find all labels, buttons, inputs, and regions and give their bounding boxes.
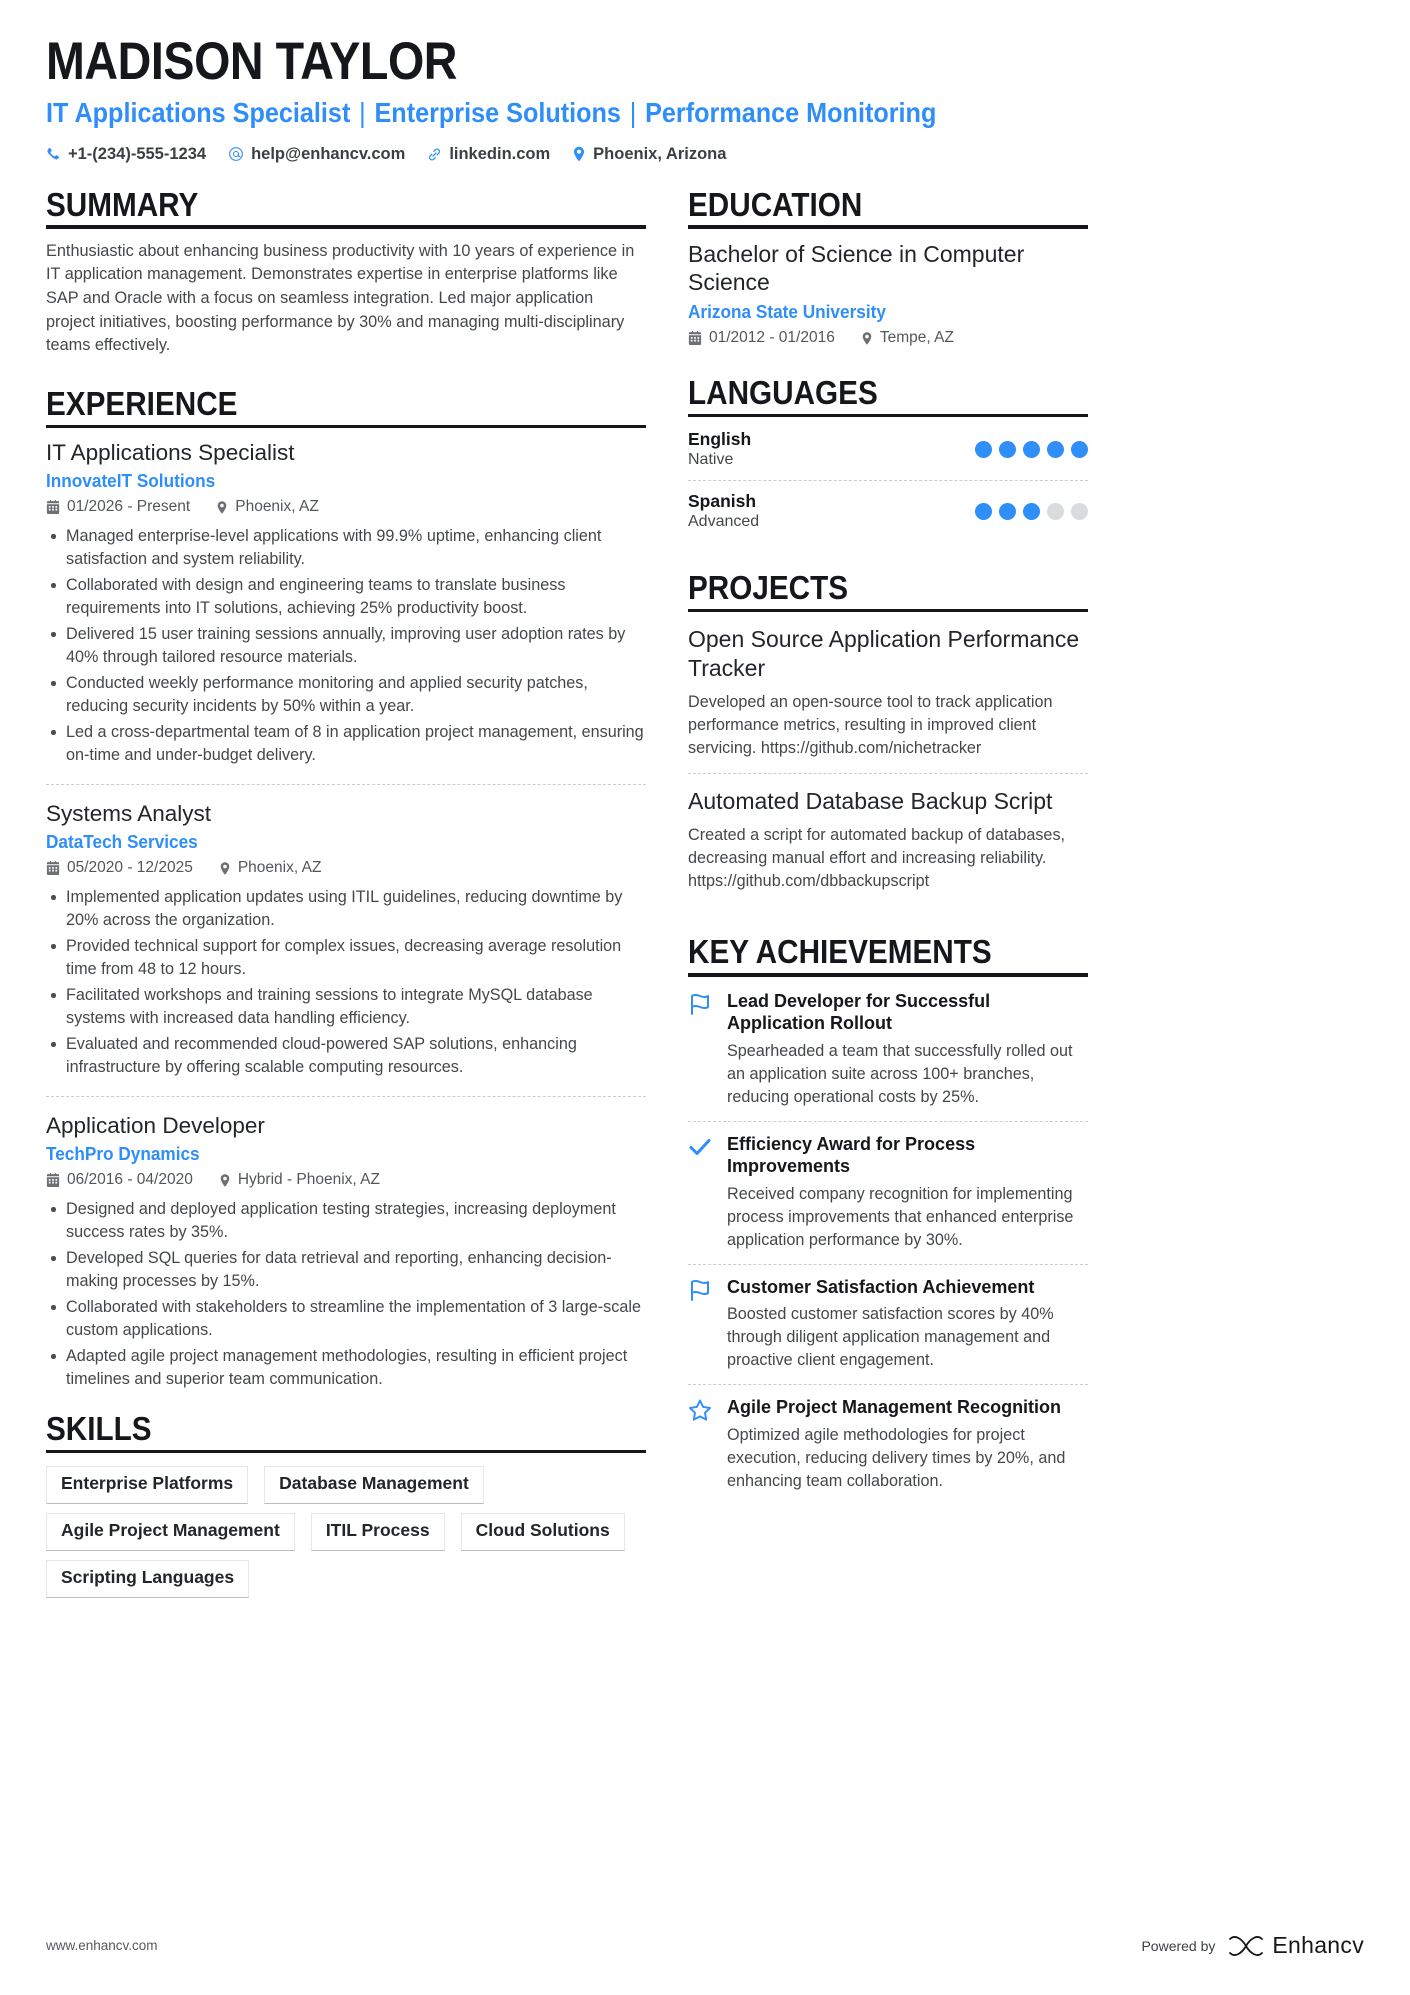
phone-icon (46, 147, 61, 162)
contact-link-text: linkedin.com (449, 144, 551, 163)
rating-dot (1023, 441, 1040, 458)
job-title: Systems Analyst (46, 801, 212, 827)
tagline-separator: | (622, 97, 644, 129)
location-pin-icon (572, 146, 586, 162)
language-item (688, 480, 1088, 542)
rating-dot (1023, 503, 1040, 520)
section-projects (688, 571, 1088, 906)
contact-email-text: help@enhancv.com (251, 144, 406, 163)
resume-header (46, 34, 1364, 164)
rating-dot (975, 503, 992, 520)
language-item (688, 419, 1088, 480)
section-rule (46, 1450, 646, 1453)
education-item (688, 240, 1088, 348)
project-item (688, 773, 1088, 906)
flag-icon (688, 990, 714, 1109)
rating-dot (999, 503, 1016, 520)
flag-icon (688, 1276, 714, 1373)
project-title: Open Source Application Performance Tracker (688, 626, 1080, 682)
education-location (861, 329, 954, 347)
job-bullet: Implemented application updates using ITIL guidelines, reducing downtime by 20% across the organization. (46, 886, 646, 932)
language-name: Spanish (688, 491, 757, 512)
achievement-body (727, 1276, 1088, 1373)
language-rating-dots (975, 503, 1088, 520)
rating-dot (1047, 441, 1064, 458)
job-location-text: Phoenix, AZ (237, 859, 322, 877)
job-title: Application Developer (46, 1113, 265, 1139)
job-bullets (46, 886, 646, 1079)
job-bullet: Developed SQL queries for data retrieval and reporting, enhancing decision-making processes by 15%. (46, 1247, 646, 1293)
language-level: Native (688, 451, 734, 469)
job-bullet: Collaborated with design and engineering teams to translate business requirements into IT solutions, achieving 25% productivity boost. (46, 574, 646, 620)
contact-location-text: Phoenix, Arizona (593, 144, 727, 163)
footer-website[interactable]: www.enhancv.com (46, 1938, 158, 1953)
achievement-item (688, 1121, 1088, 1264)
project-item (688, 623, 1088, 773)
education-location-text: Tempe, AZ (879, 329, 954, 347)
contact-phone[interactable] (46, 145, 206, 164)
contact-row (46, 145, 1364, 164)
enhancv-logo[interactable] (1228, 1932, 1364, 1959)
job-dates (46, 859, 193, 877)
achievement-title: Lead Developer for Successful Application Rollout (727, 990, 991, 1034)
skill-tag[interactable]: Agile Project Management (46, 1513, 295, 1551)
section-title-skills: SKILLS (46, 1410, 152, 1448)
calendar-icon (46, 500, 60, 514)
enhancv-mark-icon (1228, 1933, 1264, 1959)
experience-item (46, 784, 646, 1096)
job-dates (46, 498, 190, 516)
contact-location[interactable] (572, 145, 726, 164)
language-name: English (688, 429, 752, 450)
skill-tag[interactable]: Cloud Solutions (461, 1513, 625, 1551)
calendar-icon (688, 331, 702, 345)
rating-dot (975, 441, 992, 458)
job-location-text: Phoenix, AZ (235, 498, 319, 516)
job-bullet: Designed and deployed application testing strategies, increasing deployment success rates by 35%. (46, 1198, 646, 1244)
section-skills (46, 1412, 646, 1598)
job-bullet: Collaborated with stakeholders to streamline the implementation of 3 large-scale custom applications. (46, 1296, 646, 1342)
job-meta (46, 1171, 646, 1189)
experience-item (46, 1096, 646, 1408)
job-meta (46, 859, 646, 877)
section-title-languages: LANGUAGES (688, 374, 878, 412)
achievement-item (688, 1384, 1088, 1505)
section-rule (688, 973, 1088, 976)
achievement-body (727, 1133, 1088, 1252)
education-school[interactable]: Arizona State University (688, 301, 886, 323)
section-rule (688, 414, 1088, 417)
section-title-experience: EXPERIENCE (46, 384, 238, 422)
achievement-description: Received company recognition for implementing process improvements that enhanced enterprise application performance by 30%. (727, 1184, 1074, 1249)
section-title-projects: PROJECTS (688, 569, 849, 607)
check-icon (688, 1133, 714, 1252)
section-title-education: EDUCATION (688, 185, 863, 223)
location-pin-icon (219, 861, 231, 876)
section-title-summary: SUMMARY (46, 185, 199, 223)
tagline-part-2: Enterprise Solutions (374, 97, 621, 129)
job-location (219, 1171, 380, 1189)
job-dates-text: 01/2026 - Present (67, 498, 191, 516)
job-bullet: Adapted agile project management methodologies, resulting in efficient project timelines and superior team communication. (46, 1345, 646, 1391)
email-at-icon (228, 146, 244, 162)
job-company[interactable]: InnovateIT Solutions (46, 470, 216, 492)
rating-dot (1071, 503, 1088, 520)
skill-tag[interactable]: Scripting Languages (46, 1560, 249, 1598)
rating-dot (999, 441, 1016, 458)
summary-text: Enthusiastic about enhancing business productivity with 10 years of experience in IT application management. Demonstrates expertise in enterprise platforms like SAP and Oracle with a focus on seamless integration. Led major application project initiatives, boosting performance by 30% and managing multi-disciplinary teams effectively. (46, 241, 635, 355)
achievement-description: Boosted customer satisfaction scores by 40% through diligent application management and proactive client engagement. (727, 1305, 1054, 1370)
section-rule (46, 225, 646, 228)
right-column (688, 185, 1088, 1509)
job-bullets (46, 525, 646, 767)
job-dates-text: 05/2020 - 12/2025 (67, 859, 193, 877)
calendar-icon (46, 861, 60, 875)
job-location (216, 498, 319, 516)
job-company[interactable]: DataTech Services (46, 831, 198, 853)
job-bullet: Conducted weekly performance monitoring and applied security patches, reducing security incidents by 50% within a year. (46, 672, 646, 718)
contact-phone-text: +1-(234)-555-1234 (68, 144, 207, 163)
tagline-part-1: IT Applications Specialist (46, 97, 351, 129)
project-title: Automated Database Backup Script (688, 788, 1053, 815)
achievement-description: Spearheaded a team that successfully rolled out an application suite across 100+ branches, reducing operational costs by 25%. (727, 1041, 1073, 1106)
education-meta (688, 329, 1088, 347)
star-icon (688, 1396, 714, 1493)
rating-dot (1071, 441, 1088, 458)
job-bullet: Led a cross-departmental team of 8 in application project management, ensuring on-time and under-budget delivery. (46, 721, 646, 767)
job-title: IT Applications Specialist (46, 439, 295, 465)
candidate-name: MADISON TAYLOR (46, 32, 458, 91)
education-dates-text: 01/2012 - 01/2016 (709, 329, 835, 347)
skill-tag[interactable]: ITIL Process (311, 1513, 445, 1551)
section-title-key-achievements: KEY ACHIEVEMENTS (688, 933, 992, 971)
achievement-description: Optimized agile methodologies for project execution, reducing delivery times by 20%, and enhancing team collaboration. (727, 1425, 1066, 1490)
location-pin-icon (219, 1173, 231, 1188)
skill-tag[interactable]: Database Management (264, 1466, 484, 1504)
calendar-icon (46, 1173, 60, 1187)
language-level: Advanced (688, 513, 760, 531)
powered-by-label: Powered by (1141, 1937, 1216, 1954)
link-icon (427, 147, 442, 162)
rating-dot (1047, 503, 1064, 520)
skills-list (46, 1466, 646, 1598)
section-rule (688, 609, 1088, 612)
contact-email[interactable] (228, 145, 405, 164)
resume-columns (46, 185, 1364, 1603)
education-dates (688, 329, 835, 347)
experience-item (46, 439, 646, 784)
section-languages (688, 376, 1088, 542)
project-description: Created a script for automated backup of databases, decreasing manual effort and increasing reliability. https://github.com/dbbackupscript (688, 826, 1066, 891)
page-footer (46, 1932, 1364, 1959)
section-education (688, 185, 1088, 348)
project-description: Developed an open-source tool to track application performance metrics, resulting in improved client servicing. https://github.com/nichetracker (688, 693, 1053, 758)
achievement-body (727, 1396, 1088, 1493)
enhancv-brand-name: Enhancv (1272, 1932, 1364, 1958)
language-rating-dots (975, 441, 1088, 458)
job-bullet: Delivered 15 user training sessions annually, improving user adoption rates by 40% through tailored resource materials. (46, 623, 646, 669)
achievement-item (688, 979, 1088, 1121)
job-meta (46, 498, 646, 516)
job-company[interactable]: TechPro Dynamics (46, 1143, 200, 1165)
job-bullets (46, 1198, 646, 1391)
section-rule (46, 425, 646, 428)
achievement-item (688, 1264, 1088, 1385)
section-rule (688, 225, 1088, 228)
tagline-separator: | (352, 97, 373, 129)
language-info (688, 491, 759, 531)
left-column (46, 185, 646, 1603)
contact-link[interactable] (427, 145, 550, 164)
job-location (219, 859, 322, 877)
section-experience (46, 384, 646, 1409)
tagline-part-3: Performance Monitoring (645, 97, 937, 129)
achievement-title: Efficiency Award for Process Improvements (727, 1133, 976, 1177)
education-degree: Bachelor of Science in Computer Science (688, 240, 1025, 296)
footer-brand-area (1141, 1932, 1364, 1959)
language-info (688, 429, 751, 469)
section-summary (46, 185, 646, 358)
job-bullet: Provided technical support for complex issues, decreasing average resolution time from 48 to 12 hours. (46, 935, 646, 981)
achievement-title: Customer Satisfaction Achievement (727, 1276, 1035, 1297)
candidate-tagline (46, 95, 1232, 131)
job-location-text: Hybrid - Phoenix, AZ (237, 1171, 380, 1189)
job-bullet: Managed enterprise-level applications with 99.9% uptime, enhancing client satisfaction and system reliability. (46, 525, 646, 571)
skill-tag[interactable]: Enterprise Platforms (46, 1466, 248, 1504)
achievement-body (727, 990, 1088, 1109)
job-bullet: Facilitated workshops and training sessions to integrate MySQL database systems with increased data handling efficiency. (46, 984, 646, 1030)
job-dates (46, 1171, 193, 1189)
job-dates-text: 06/2016 - 04/2020 (67, 1171, 193, 1189)
location-pin-icon (861, 331, 873, 346)
job-bullet: Evaluated and recommended cloud-powered SAP solutions, enhancing infrastructure by offering scalable computing resources. (46, 1033, 646, 1079)
achievement-title: Agile Project Management Recognition (727, 1397, 1062, 1418)
section-key-achievements (688, 935, 1088, 1504)
location-pin-icon (216, 500, 228, 515)
